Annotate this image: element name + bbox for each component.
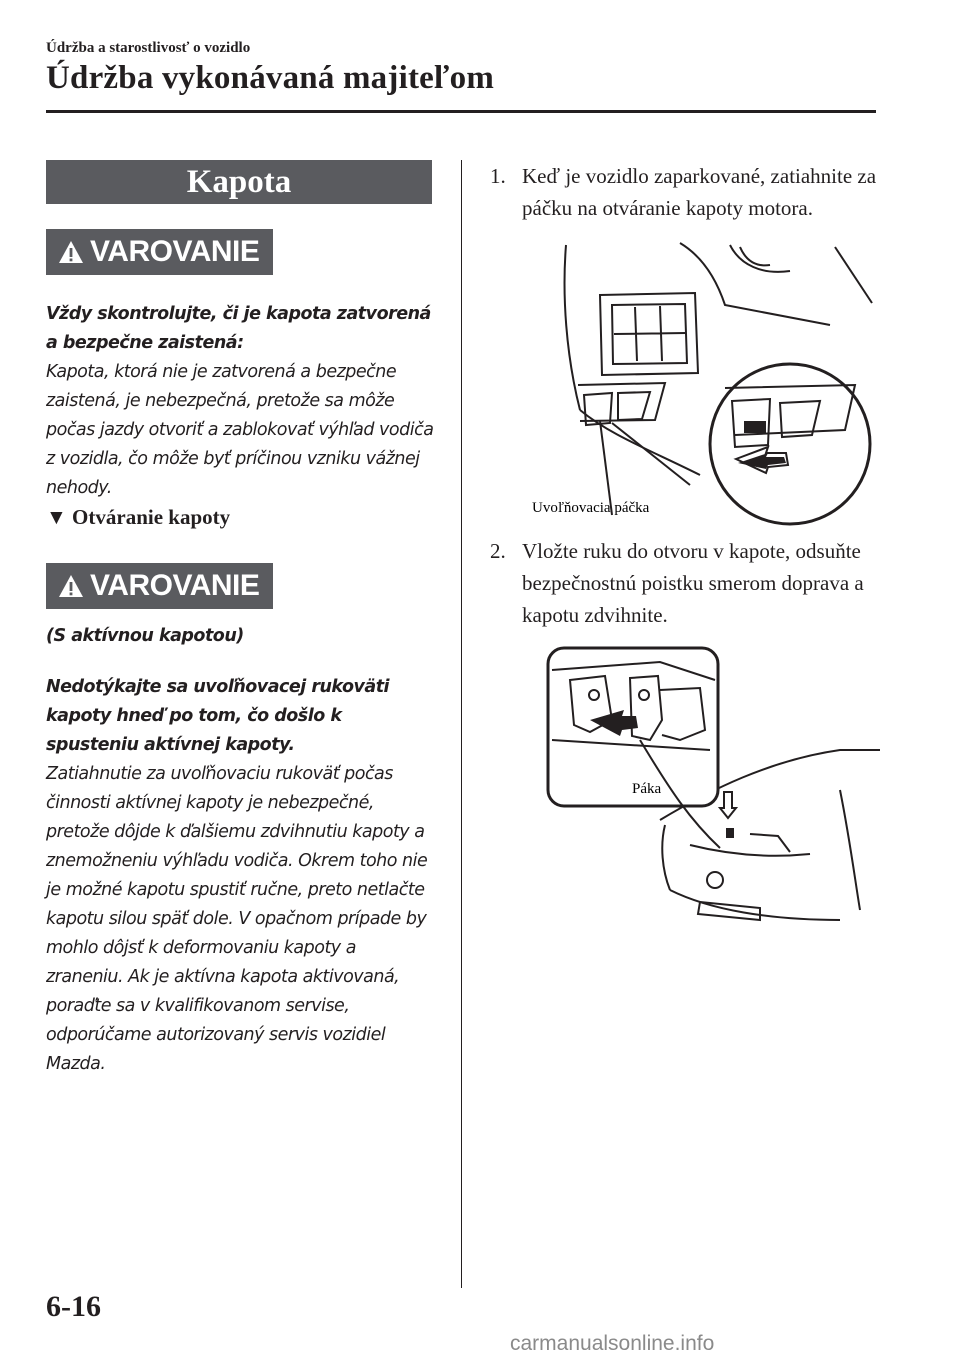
warning-label: VAROVANIE: [90, 569, 260, 602]
figure-label: Uvoľňovacia páčka: [532, 500, 650, 516]
watermark: carmanualsonline.info: [510, 1332, 715, 1355]
page-number: 6-16: [46, 1290, 101, 1323]
step-item: [490, 535, 890, 631]
subsection-title: Otváranie kapoty: [72, 505, 231, 529]
column-divider: [461, 160, 462, 1288]
step-text: Keď je vozidlo zaparkované, zatiahnite za páčku na otváranie kapoty motora.: [522, 164, 877, 220]
warning-label: VAROVANIE: [90, 235, 260, 268]
warning-text: [46, 300, 436, 503]
warning-text: [46, 622, 436, 1079]
warning-lead: Nedotýkajte sa uvoľňovacej rukoväti kapoty hneď po tom, čo došlo k spusteniu aktívnej kapoty.: [46, 677, 390, 755]
warning-condition: (S aktívnou kapotou): [46, 626, 244, 646]
page-title: Údržba vykonávaná majiteľom: [46, 60, 495, 96]
step-item: [490, 160, 890, 224]
hood-safety-catch-illustration: [540, 640, 885, 950]
step-number: 1.: [490, 164, 506, 188]
warning-lead: Vždy skontrolujte, či je kapota zatvorená a bezpečne zaistená:: [46, 304, 431, 353]
section-header: Kapota: [46, 160, 432, 204]
warning-body: Kapota, ktorá nie je zatvorená a bezpečne zaistená, je nebezpečná, pretože sa môže počas jazdy otvoriť a zablokovať výhľad vodiča z vozidla, čo môže byť príčinou vzniku vážnej nehody.: [46, 362, 434, 498]
hood-release-lever-illustration: [500, 235, 885, 530]
breadcrumb: Údržba a starostlivosť o vozidlo: [46, 40, 251, 56]
warning-body: Zatiahnutie za uvoľňovaciu rukoväť počas činnosti aktívnej kapoty je nebezpečné, pretože dôjde k ďalšiemu zdvihnutiu kapoty a znemožneniu výhľadu vodiča. Okrem toho nie je možné kapotu spustiť ručne, preto netlačte kapotu silou späť dole. V opačnom prípade by mohlo dôjsť k deformovaniu kapoty a zraneniu. Ak je aktívna kapota aktivovaná, poraďte sa v kvalifikovanom servise, odporúčame autorizovaný servis vozidiel Mazda.: [46, 764, 428, 1074]
step-text: Vložte ruku do otvoru v kapote, odsuňte bezpečnostnú poistku smerom doprava a kapotu zdvihnite.: [522, 539, 864, 627]
triangle-down-icon: ▼: [46, 505, 67, 529]
subsection-heading: [46, 505, 230, 530]
warning-triangle-icon: [58, 573, 84, 599]
warning-triangle-icon: [58, 239, 84, 265]
step-number: 2.: [490, 539, 506, 563]
figure-label: Páka: [632, 781, 662, 797]
warning-badge: [46, 563, 273, 609]
warning-badge: [46, 229, 273, 275]
title-rule: [46, 110, 876, 113]
